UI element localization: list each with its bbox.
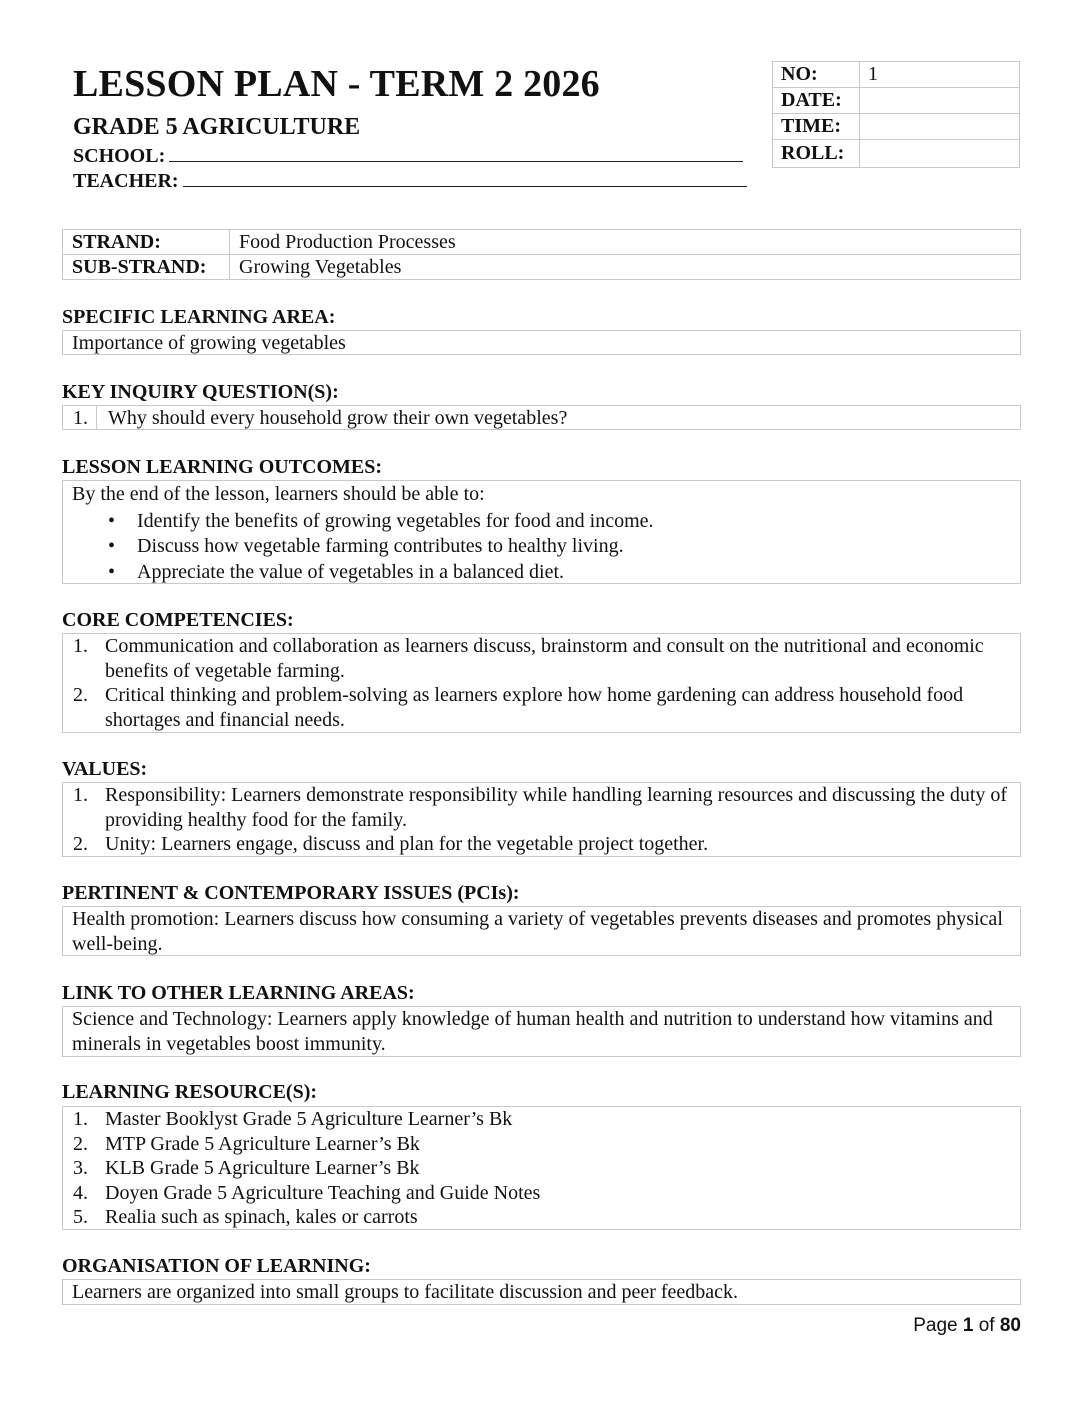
item-text: Responsibility: Learners demonstrate responsibility while handling learning resources and discussing the duty of providing healthy food for the family. [105, 784, 1008, 831]
item-number: 3. [73, 1157, 88, 1180]
item-text: Critical thinking and problem-solving as learners explore how home gardening can address household food shortages and financial needs. [105, 684, 964, 731]
time-label: TIME: [773, 114, 860, 140]
date-label: DATE: [773, 88, 860, 114]
teacher-blank[interactable] [183, 169, 747, 187]
item-text: Unity: Learners engage, discuss and plan for the vegetable project together. [105, 833, 709, 856]
specific-heading: SPECIFIC LEARNING AREA: [62, 306, 336, 328]
page-title: LESSON PLAN - TERM 2 2026 [73, 63, 600, 105]
item-text: KLB Grade 5 Agriculture Learner’s Bk [105, 1157, 420, 1180]
list-item [72, 1132, 1011, 1157]
roll-value[interactable] [860, 140, 1020, 168]
item-number: 1. [73, 1108, 88, 1130]
kiq-number: 1. [63, 406, 97, 429]
links-text: Science and Technology: Learners apply knowledge of human health and nutrition to understand how vitamins and minerals in vegetables boost immunity. [72, 1008, 993, 1055]
item-text: Doyen Grade 5 Agriculture Teaching and Guide Notes [105, 1181, 541, 1204]
item-number: 2. [73, 684, 88, 707]
page-current: 1 [962, 1315, 974, 1336]
roll-label: ROLL: [773, 140, 860, 168]
resources-box [62, 1106, 1021, 1230]
kiq-box [62, 405, 1021, 430]
school-blank[interactable] [169, 144, 743, 162]
time-value[interactable] [860, 114, 1020, 140]
kiq-question: Why should every household grow their own vegetables? [108, 407, 568, 429]
strand-table [62, 229, 1021, 280]
outcomes-list [72, 509, 1011, 585]
list-item [72, 1107, 1011, 1132]
competencies-box [62, 633, 1021, 733]
strand-label: STRAND: [63, 230, 230, 255]
item-text: Master Booklyst Grade 5 Agriculture Learner’s Bk [105, 1108, 513, 1130]
item-number: 2. [73, 1132, 88, 1155]
list-item [72, 832, 1011, 857]
list-item [72, 783, 1011, 832]
specific-text: Importance of growing vegetables [72, 332, 346, 354]
links-heading: LINK TO OTHER LEARNING AREAS: [62, 982, 415, 1004]
outcomes-box [62, 480, 1021, 584]
list-item [72, 1181, 1011, 1206]
list-item [72, 1205, 1011, 1230]
outcomes-intro: By the end of the lesson, learners should be able to: [72, 483, 485, 505]
organisation-box [62, 1279, 1021, 1305]
values-box [62, 782, 1021, 857]
pcis-box [62, 906, 1021, 956]
item-text: Realia such as spinach, kales or carrots [105, 1206, 418, 1229]
item-text: Communication and collaboration as learners discuss, brainstorm and consult on the nutritional and economic benefits of vegetable farming. [105, 635, 984, 682]
links-box [62, 1006, 1021, 1057]
outcomes-heading: LESSON LEARNING OUTCOMES: [62, 456, 383, 478]
list-item: • Identify the benefits of growing vegetables for food and income. [72, 509, 1011, 534]
resources-list [72, 1107, 1011, 1230]
of-word: of [978, 1315, 995, 1336]
page-number [913, 1315, 1021, 1337]
specific-box [62, 330, 1021, 355]
competencies-list [72, 634, 1011, 732]
school-label: SCHOOL: [73, 145, 166, 167]
organisation-heading: ORGANISATION OF LEARNING: [62, 1255, 371, 1277]
page-subtitle: GRADE 5 AGRICULTURE [73, 114, 361, 140]
list-item [72, 683, 1011, 732]
pcis-text: Health promotion: Learners discuss how consuming a variety of vegetables prevents diseases and promotes physical well-being. [72, 908, 1003, 955]
values-heading: VALUES: [62, 758, 148, 780]
meta-table [772, 61, 1020, 168]
item-number: 4. [73, 1181, 88, 1204]
list-item [72, 634, 1011, 683]
sub-strand-label: SUB-STRAND: [63, 255, 230, 280]
kiq-heading: KEY INQUIRY QUESTION(S): [62, 381, 339, 403]
item-number: 1. [73, 784, 88, 806]
competencies-heading: CORE COMPETENCIES: [62, 609, 294, 631]
no-value[interactable]: 1 [860, 62, 1020, 88]
values-list [72, 783, 1011, 857]
item-number: 1. [73, 635, 88, 657]
list-item: • Appreciate the value of vegetables in a balanced diet. [72, 560, 1011, 585]
teacher-field [73, 169, 747, 193]
resources-heading: LEARNING RESOURCE(S): [62, 1081, 318, 1103]
list-item [72, 1156, 1011, 1181]
no-label: NO: [773, 62, 860, 88]
item-text: MTP Grade 5 Agriculture Learner’s Bk [105, 1132, 420, 1155]
item-number: 5. [73, 1206, 88, 1229]
page-word: Page [913, 1315, 958, 1336]
sub-strand-value: Growing Vegetables [230, 255, 1021, 280]
school-field [73, 144, 743, 168]
teacher-label: TEACHER: [73, 170, 179, 192]
date-value[interactable] [860, 88, 1020, 114]
list-item: • Discuss how vegetable farming contributes to healthy living. [72, 534, 1011, 559]
organisation-text: Learners are organized into small groups to facilitate discussion and peer feedback. [72, 1281, 739, 1303]
item-number: 2. [73, 833, 88, 856]
pcis-heading: PERTINENT & CONTEMPORARY ISSUES (PCIs): [62, 882, 520, 904]
page-total: 80 [999, 1315, 1021, 1336]
strand-value: Food Production Processes [230, 230, 1021, 255]
